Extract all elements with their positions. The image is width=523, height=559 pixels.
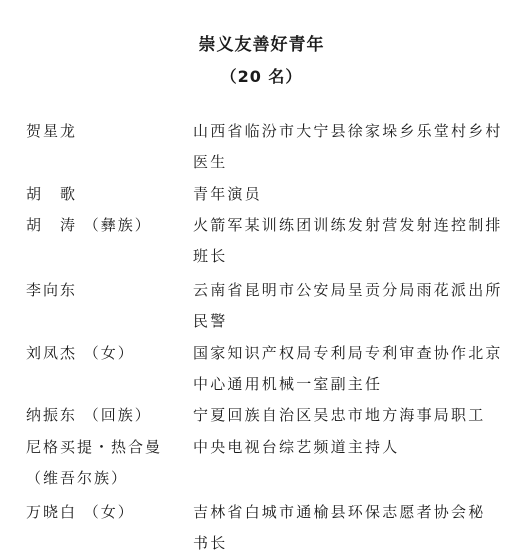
person-name (26, 497, 186, 528)
description-line: 班长 (193, 247, 228, 265)
person-name (26, 179, 186, 210)
description-line: 中心通用机械一室副主任 (193, 375, 383, 393)
person-name-line: （维吾尔族） (26, 469, 129, 487)
description-line: 医生 (193, 153, 228, 171)
person-description (193, 116, 503, 178)
person-name-line: 贺星龙 (26, 122, 78, 140)
person-name (26, 432, 186, 494)
person-name-line: 刘凤杰 （女） (26, 344, 135, 362)
count-label: （20 名） (220, 67, 303, 86)
description-line: 火箭军某训练团训练发射营发射连控制排 (193, 216, 503, 234)
person-description (193, 497, 503, 559)
document-title: 崇义友善好青年 (198, 35, 325, 55)
person-description (193, 338, 503, 400)
person-description (193, 275, 503, 337)
description-line: 国家知识产权局专利局专利审查协作北京 (193, 344, 503, 362)
person-name-line: 胡 涛 （彝族） (26, 216, 152, 234)
person-name-line: 李向东 (26, 281, 78, 299)
person-name-line: 万晓白 （女） (26, 503, 135, 521)
person-name (26, 116, 186, 147)
description-line: 民警 (193, 312, 228, 330)
description-line: 宁夏回族自治区吴忠市地方海事局职工 (193, 406, 486, 424)
description-line: 云南省昆明市公安局呈贡分局雨花派出所 (193, 281, 503, 299)
person-name-line: 纳振东 （回族） (26, 406, 152, 424)
person-name (26, 400, 186, 431)
description-line: 吉林省白城市通榆县环保志愿者协会秘 (193, 503, 486, 521)
person-description (193, 432, 503, 463)
description-line: 山西省临汾市大宁县徐家垛乡乐堂村乡村 (193, 122, 503, 140)
person-name (26, 275, 186, 306)
description-line: 青年演员 (193, 185, 262, 203)
person-description (193, 179, 503, 210)
person-description (193, 400, 503, 431)
person-name (26, 338, 186, 369)
person-description (193, 210, 503, 272)
person-name-line: 尼格买提・热合曼 (26, 438, 163, 456)
person-name-line: 胡 歌 (26, 185, 78, 203)
description-line: 中央电视台综艺频道主持人 (193, 438, 400, 456)
person-name (26, 210, 186, 241)
description-line: 书长 (193, 534, 228, 552)
